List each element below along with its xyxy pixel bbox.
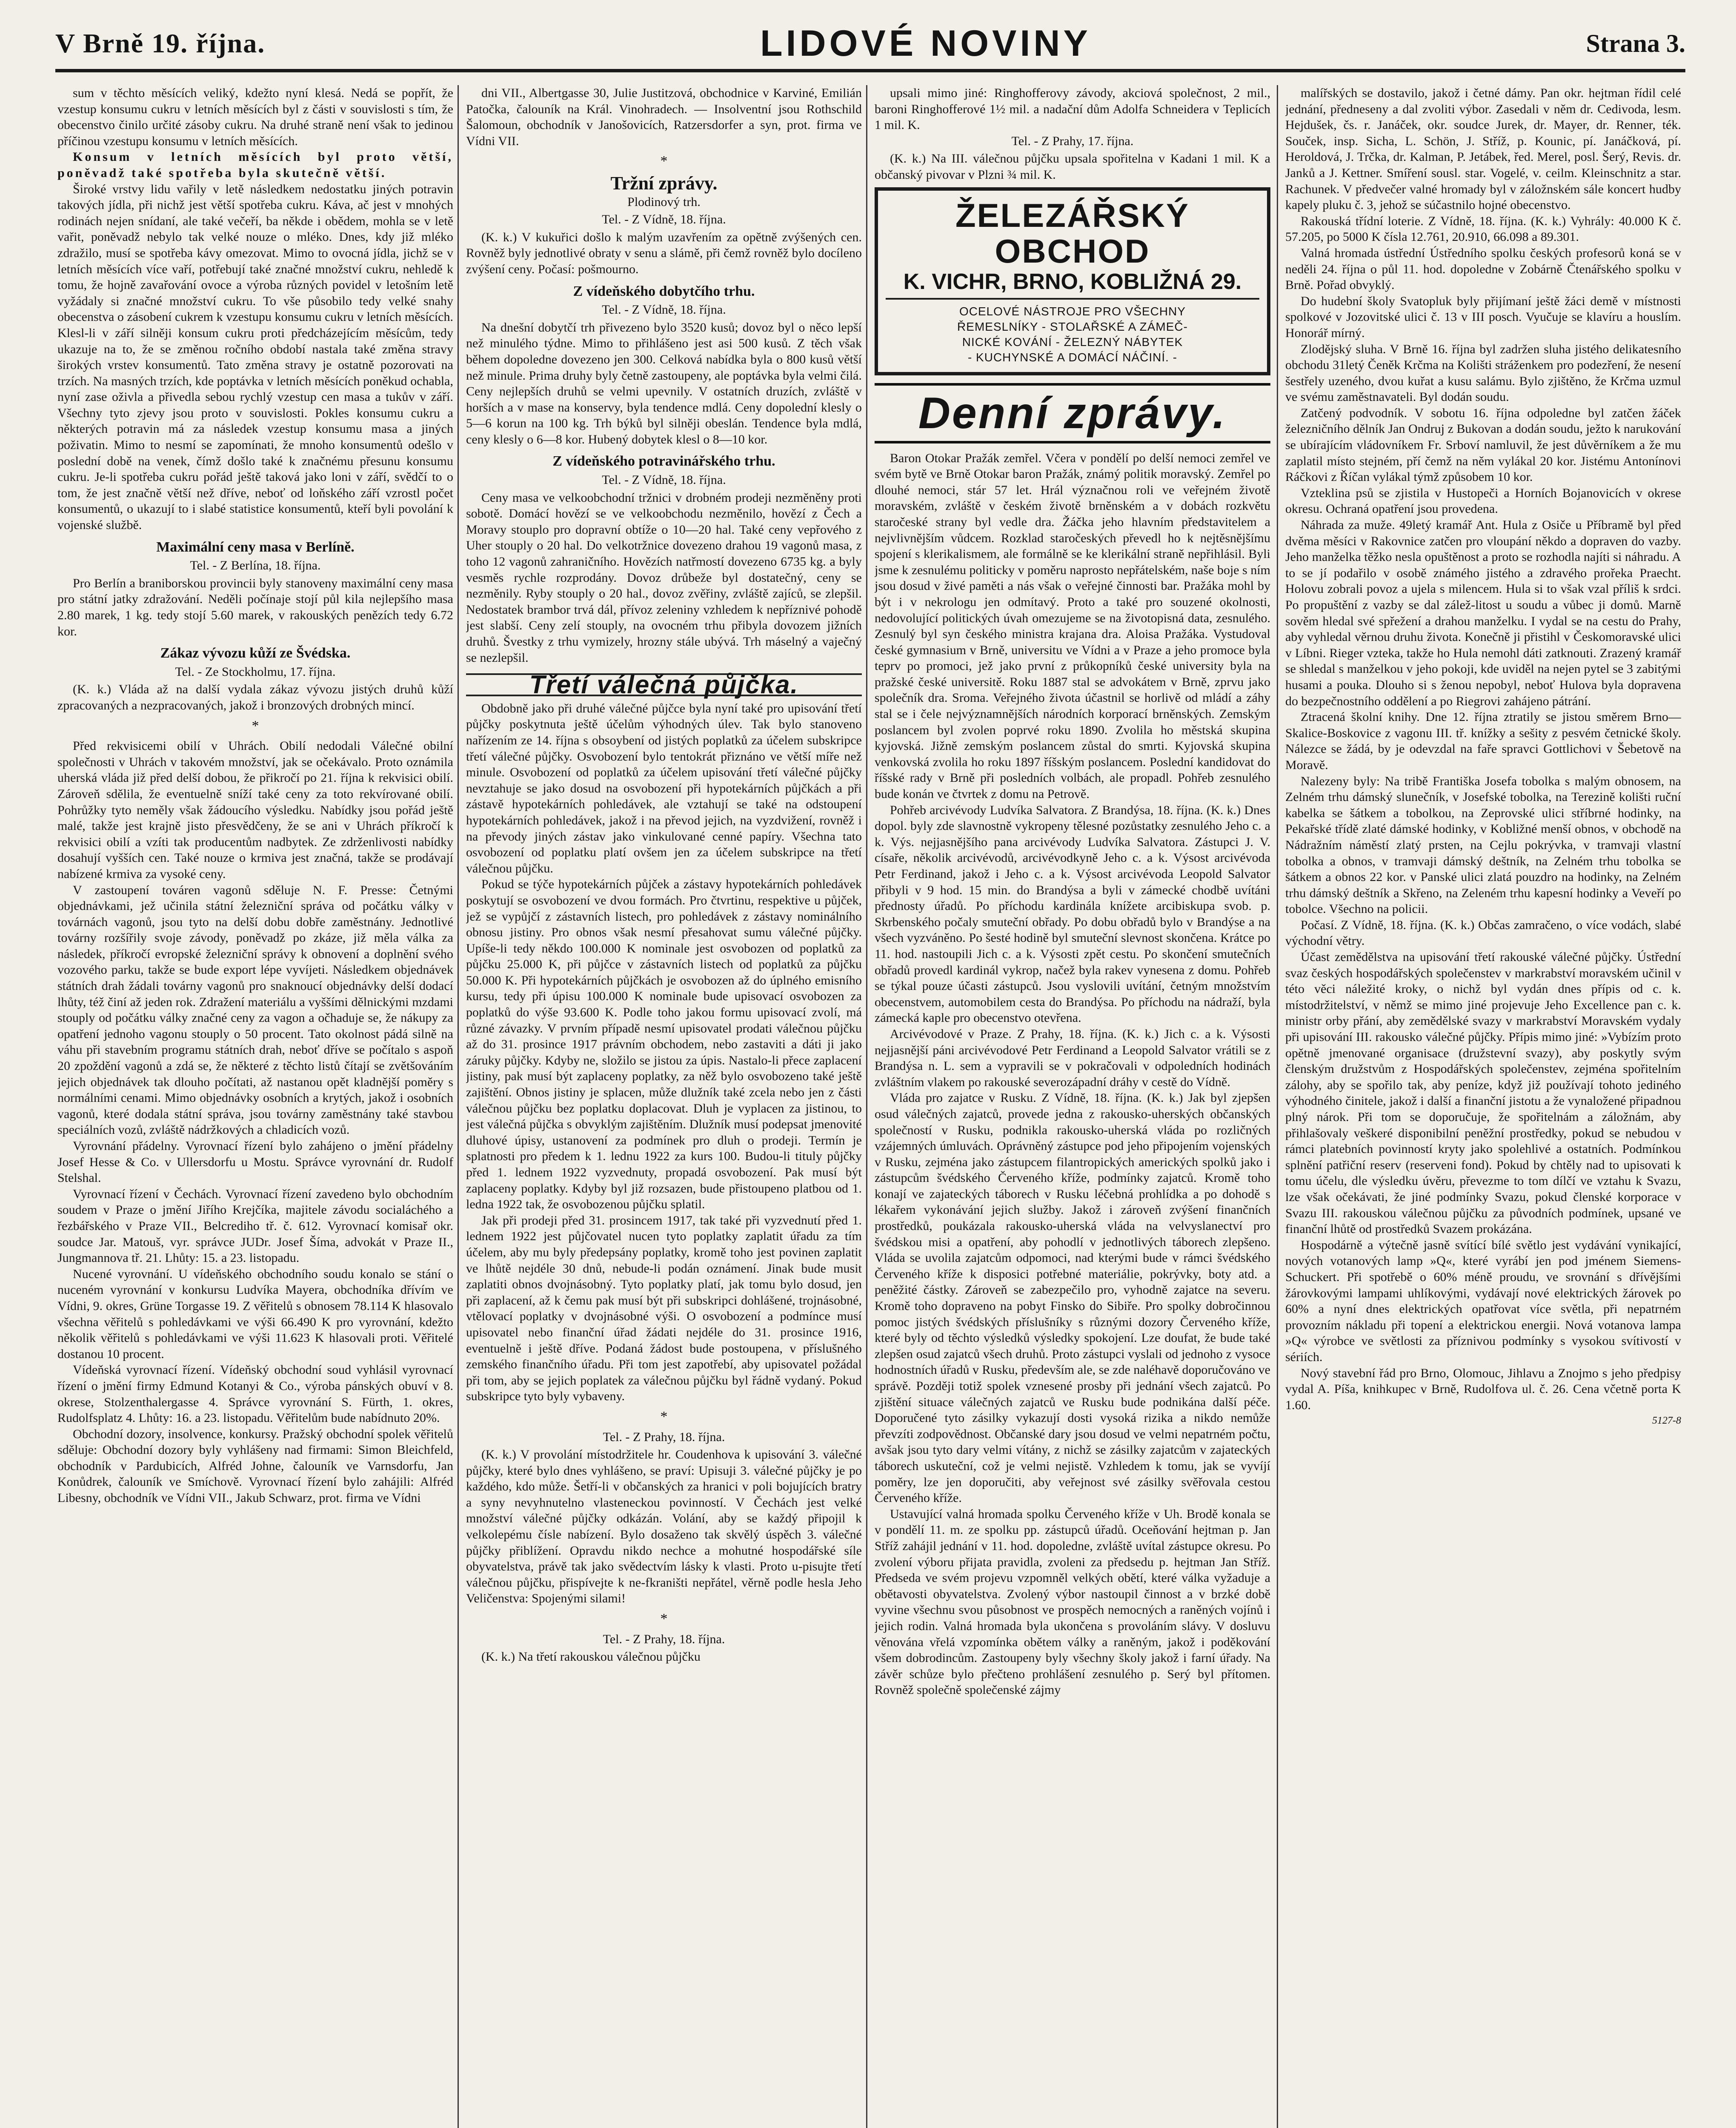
article-paragraph: Obdobně jako při druhé válečné půjčce byla nyní také pro upisování třetí půjčky poskytnuta ještě účelům výhodných úlev. Tak bylo stanoveno nařízením ze 14. října s obsoybení od jistých poplatků za účelem subskripce třetí válečné půjčky. Osvobození bylo tentokrát přiznáno ve větší míře než minule. Osvobození od poplatků za účelem upisování třetí válečné půjčky nevztahuje se jako dosud na osvobození při hypotekárních půjčkách a při zástavě hypotekárních pohledávek, ale vztahují se také na odstoupení hypotekárních pohledávek, jakož i na převod jejich, na vyzdvižení, rovněž i na převody jiných zástav jako vinkulované cenné papíry. Všechna tato osvobození od poplatku platí ovšem jen za účelem subskripce na třetí válečnou půjčku. — [466, 701, 862, 875]
article-paragraph: V zastoupení továren vagonů sděluje N. F. Presse: Četnými objednávkami, jež učinila státní železniční správa od počátku války v továrnách vagonů, jsou tyto na delší dobu dobře zaměstnány. Jednotlivé továrny rozšířily svoje závody, poněvadž po zkáze, již měla válka za následek, příkročí evropské železniční správy k obnovení a doplnění svého vozového parku, takže se bude export lépe vyvíjeti. Následkem objednávek státních drah žádali továrny vagonů pro snaknoucí objednávky delší dodací lhůty, též činí až jeden rok. Zdražení materiálu a vyššími dělnickými mzdami stouply od počátku války značné ceny za vagon a očhaduje se, že nákupy za opatření jednoho vagonu stouply o 50 procent. Tato okolnost pádá silně na váhu při stavebním programu státních drah, neboť dříve se počítalo s aspoň 20 zpoždění vagonů a zdá se, že některé z těchto listů čítají se zvětšováním jejich objednávek tak dlouho počítati, až nastanou opět kladnější poměry s normálními cenami. Mimo objednávky osobních a krytých, jakož i osobních vagonů, které dodala státní správa, jsou továrny zaměstnány také stavbou speciálních vozů, zvláště nádržkových a chladicích vozů. — [57, 883, 453, 1137]
column-1 — [57, 85, 453, 2128]
article-paragraph: Vyrovnání přádelny. Vyrovnací řízení bylo zahájeno o jmění přádelny Josef Hesse & Co. v Ullersdorfu u Mostu. Správce vyrovnání dr. Rudolf Stelshal. — [57, 1139, 453, 1185]
section-heading: Zákaz vývozu kůží ze Švédska. — [160, 645, 351, 661]
article-paragraph: Vláda pro zajatce v Rusku. Z Vídně, 18. října. (K. k.) Jak byl zjepšen osud válečných zajatců, provede jedna z rakousko-uherských občanských společností v Rusku, podnikla rakousko-uherská vláda po rozličných vzájemných úmluvách. Oprávněný zástupce pod jeho připojením vojenských v Rusku, zejména jako zástupcem filantropických amerických spolků jako i zástupcům švédského Červeného kříže, podmínky zajatců. Kromě toho konají ve zajateckých táborech v Rusku léčebná prohlídka a po dohodě s lékařem vykonávání jejich služby. Jakož i zároveň zvýšení finančních prostředků, poukázala rakousko-uherská vláda na velvyslanectví pro švédskou misi a opatření, aby pohodlí v jednotlivých táborech zlepšeno. Vláda se uvolila zajatcům odpomoci, nad kterými bude v rámci švédského Červeného kříže k disposici potřebné materiálie, pokrývky, boty atd. a peněžité částky. Zároveň se zabezpečilo pro, vyhodně zajatce na severu. Kromě toho dopraveno na pobyt Finsko do Sibiře. Pro spolky dobročinnou pomoc jistých švédských příslušníky s různými dozory Červeného kříže, které byly od těchto výsledků výsledky spokojení. Lze doufat, že bude také zlepšen osud zajatců všech druhů. Proto zástupci vyslali od jednoho z vysoce hodnostních úřadů v Rusku, především ale, se zde naléhavě doporučováno ve správě. Později totiž spolek vznesené prosby při jednání všech zajatců. Po zjištění situace válečných zajatců ve Rusku bude podnikána další péče. Doporučené tyto zásilky vykazují dosti vysoká rizika a nikdo nemůže převzíti zodpovědnost. Občanské dary jsou dosud ve velmi nepatrném počtu, avšak jsou tyto dary velmi vítány, z nichž se zásilky zajatcům v zajateckých táborech uskuteční, což je velmi nejistě. Vzhledem k tomu, jak se vyvíjí poměry, lze jen doporučiti, aby veřejnost své zásilky svěřovala cestou Červeného kříže. — [875, 1091, 1270, 1505]
article-paragraph: (K. k.) Vláda až na další vydala zákaz vývozu jistých druhů kůží zpracovaných a nezpracovaných, jakož i bronzových drobných mincí. — [57, 682, 453, 712]
article-paragraph: sum v těchto měsících veliký, kdežto nyní klesá. Nedá se popřít, že vzestup konsumu cukru v letních měsících byl z části v souvislosti s tím, že obecenstvo činilo určité zásoby cukru. Na druhé straně není však to jedinou příčinou vzestupu konsumu v letních měsících. — [57, 86, 453, 148]
article-paragraph: Rakouská třídní loterie. Z Vídně, 18. října. (K. k.) Vyhrály: 40.000 K č. 57.205, po 5000 K čísla 12.761, 20.910, 66.098 a 89.301. — [1285, 214, 1681, 244]
article-paragraph: malířských se dostavilo, jakož i četné dámy. Pan okr. hejtman řídil celé jednání, předneseny a dal zvoliti výbor. Zasedali v něm dr. Cedivoda, lesm. Hejdušek, čs. r. Janáček, okr. soudce Jurek, dr. Mayer, dr. Renner, ték. Souček, insp. Sicha, L. Schön, J. Stříž, p. Kounic, pí. Janáčková, pí. Heroldová, J. Trčka, dr. Kalman, P. Jetábek, řed. Merel, posl. Šerý, Revis. dr. Janků a J. Kettner. Smíření sousl. star. Vogelé, v. ceilm. Kleinschnitz a star. Rachunek. V předvečer valné hromady byl v záložnském sále koncert hudby kapely pluku č. 3, jehož se súčastnilo hojné obecenstvo. — [1285, 86, 1681, 212]
dateline: Tel. - Z Vídně, 18. října. — [602, 212, 726, 227]
article-paragraph: upsali mimo jiné: Ringhofferovy závody, akciová společnost, 2 mil., baroni Ringhofferové 1½ mil. a nadační dům Adolfa Schneidera v Teplicích 1 mil. K. — [875, 86, 1270, 132]
article-paragraph: Nový stavební řád pro Brno, Olomouc, Jihlavu a Znojmo s jeho předpisy vydal A. Píša, knihkupec v Brně, Rudolfova ul. č. 26. Cena včetně porta K 1.60. — [1285, 1366, 1681, 1412]
masthead: LIDOVÉ NOVINY — [760, 23, 1091, 64]
article-paragraph: (K. k.) V provolání místodržitele hr. Coudenhova k upisování 3. válečné půjčky, které bylo dnes vyhlášeno, se praví: Upisuji 3. válečné půjčky je po každého, kdo může. Šetří-li v občanských za hranici v poli bojujících bratry a syny nevyhnutelno vlasteneckou povinností. V Čechách jest velké množství válečné půjčky odkázán. Volání, aby se každý připojil k velkolepému čísle nabízení. Bylo dosaženo tak skvělý úspěch 3. válečné půjčky přiblížení. Opravdu nikdo nechce a mohutné hospodářské síle obyvatelstva, právě tak jako svědectvím lásky k vlasti. Proto u-pisujte třetí válečnou půjčku, přispívejte k ne-fkraništi nepřátel, věrně podle hesla Jeho Veličenstva: Spojenými silami! — [466, 1447, 862, 1606]
article-paragraph: Nalezeny byly: Na tribě Františka Josefa tobolka s malým obnosem, na Zelném trhu dámský slunečník, v Josefské tobolka, na Terezině kolišti ruční kabelka se šátkem a tobolkou, na Zeprovské ulici stříbrné hodinky, na Pekařské třídě zlaté dámské hodinky, v Kobližné menší obnos, v obchodě na Nádražním náměstí zlatý prsten, na Cejlu pokrývka, v tramvaji vlastní tobolka a obnos, v tramvaji dámský deštník, na Zelném trhu tobolka se šátkem a obnos 22 kor. v Panské ulici zlatá pouzdro na hodinky, na Zelném trhu dámský deštník a Skřeno, na Zeleném trhu kapesní hodinky a Veveří po tobolce. Všechno na policii. — [1285, 774, 1681, 916]
article-paragraph: Účast zemědělstva na upisování třetí rakouské válečné půjčky. Ústřední svaz českých hospodářských společenstev v markrabství moravském učinil v této věci náležité kroky, o nichž byl vydán dnes přípis od c. k. místodržitelství, v němž se mimo jiné projevuje Jeho Excellence pan c. k. ministr orby přání, aby zemědělské svazy v markrabství Moravském vydaly při upisování III. rakousko válečné půjčky. Přípis mimo jiné: »Vybízím proto opětně jmenované organisace (družstevní svazy), aby poskytly svým členským družstvům z Hospodářských společenstev, zejména spořitelním zálohy, aby se spořilo tak, aby peníze, když již používají tohoto jediného výhodného činitele, jakož i další a finanční jistotu a že vynaložené připadnou plný nárok. Při tom se doporučuje, že spořitelnám a záložnám, aby přihlašovaly veškeré disponibilní peněžní prostředky, pokud se nebudou v rámci platebních povinností kryty jako spolehlivé a ostatních. Podmínkou splnění patřiční reserv (reserveni fond). Pokud by chtěly nad to upisovati k tomu účelu, dle výsledku úvěru, převezme to tom dílčí ve vztahu k Svazu, lze však očekávati, že jiné podmínky Svazu, pokud členské korporace v Svazu III. rakouskou válečnou půjčku za původních podmínek, upsané ve finanční lhůtě od prostředků Svazem prokázána. — [1285, 950, 1681, 1236]
ad-address: K. VICHR, BRNO, KOBLIŽNÁ 29. — [886, 269, 1259, 300]
section-heading-large: Třetí válečná půjčka. — [466, 673, 862, 696]
article-paragraph: Pro Berlín a braniborskou provincii byly stanoveny maximální ceny masa pro státní jatky zdražování. Neděli počínaje stojí půl kila nejlepšího masa 2.80 marek, 1 kg. tedy stojí 5.60 marek, v rakouských penězích tedy 6.72 kor. — [57, 576, 453, 638]
section-heading: Tržní zprávy. — [610, 172, 718, 194]
article-paragraph: Hospodárně a výtečně jasně svítící bílé světlo jest vydávání vynikající, nových votanových lamp »Q«, které vyrábí jen pod jménem Siemens-Schuckert. Při spotřebě o 60% méně proudu, ve srovnání s dřívějšími žárovkovými lampami uhlíkovými, vydávají nové elektrických žárovek po 60% a nyní dnes elektrických opatřovat více světla, při nepatrném provozním nákladu při topení a elektrickou energii. Nová votanova lampa »Q« výrobce ve světlosti za příznivou podmínky s vysokou svítivostí v sériích. — [1285, 1238, 1681, 1364]
page-number: Strana 3. — [1586, 29, 1685, 57]
dateline: Tel. - Ze Stockholmu, 17. října. — [175, 664, 336, 679]
dateline: Tel. - Z Prahy, 18. října. — [603, 1632, 725, 1646]
article-paragraph: Pohřeb arcivévody Ludvíka Salvatora. Z Brandýsa, 18. října. (K. k.) Dnes dopol. byly zde slavnostně vykropeny tělesné pozůstatky zesnulého Jeho c. a k. Výs. nejjasnějšího pana arcivévody Ludvíka Salvatora. Zástupci J. V. císaře, několik arcivévodů, arcivévodkyně Jeho c. a k. Výsost arcivévoda Petr Ferdinand, jakož i Jeho c. a k. Výsost arcivévoda Leopold Salvator přibyli v 9 hod. 15 min. do Brandýsa a byli v zámecké chodbě uvítáni přednosty úřadů. Po příchodu kardinála knížete arcibiskupa svob. p. Skrbenského počaly smuteční obřady. Po dobu obřadů bylo v Brandýse a na všech vyzváněno. Po šesté hodině byl smuteční slevnost skončena. Krátce po 11. hod. nastoupili Jich c. a k. Výsosti zpět cestu. Po skončení smutečních obřadů provedl kardinál vykrop, načež byla rakev vynesena z domu. Pohřeb se týkal pouze účasti zástupců. Jsou vyslovili uvítání, četným množstvím obecenstvem, automobilem cesta do Brandýsa. Po příchodu na nádraží, byla zámecká kaple pro obecenstvo otevřena. — [875, 803, 1270, 1025]
column-rule — [866, 85, 867, 2128]
ad-line: - KUCHYNSKÉ A DOMÁCÍ NÁČINÍ. - — [967, 350, 1178, 364]
article-paragraph: Počasí. Z Vídně, 18. října. (K. k.) Občas zamračeno, o více vodách, slabé východní větry. — [1285, 918, 1681, 948]
ad-line: NICKÉ KOVÁNÍ - ŽELEZNÝ NÁBYTEK — [962, 335, 1183, 349]
dateline: Tel. - Z Prahy, 17. října. — [1011, 134, 1134, 148]
dateline: Tel. - Z Vídně, 18. října. — [602, 303, 726, 317]
section-heading: Z vídeňského potravinářského trhu. — [552, 453, 775, 469]
article-paragraph: Obchodní dozory, insolvence, konkursy. Pražský obchodní spolek věřitelů sděluje: Obchodní dozory byly vyhlášeny nad firmami: Simon Bleichfeld, obchodník v Pardubicích, Alfréd Johne, čalouník ve Varnsdorfu, Jan Konůdrek, čalouník ve Smíchově. Vyrovnací řízení bylo zahájili: Alfréd Libesny, obchodník ve Vídni VII., Jakub Schwarz, prot. firma ve Vídni — [57, 1427, 453, 1505]
article-paragraph: Zatčený podvodník. V sobotu 16. října odpoledne byl zatčen žáček železničního dělník Jan Ondruj z Bukovan a dodán soudu, ježto k narukování se ubírajícím vládovníkem Fr. Srboví namluvil, že jest důvěrníkem a že mu zaplatil místo stejném, pří čemž na něm vylákal 20 kor. Jistému Antonínovi Ráčkovi z Říčan vylákal týmž způsobem 10 kor. — [1285, 406, 1681, 484]
article-paragraph: (K. k.) V kukuřici došlo k malým uzavřením za opětně zvýšených cen. Rovněž byly jednotlivé obraty v senu a slámě, při čemž rovněž bylo docíleno zvýšení ceny. Počasí: pošmourno. — [466, 230, 862, 276]
article-paragraph: Pokud se týče hypotekárních půjček a zástavy hypotekárních pohledávek poskytují se osvobození ve dvou formách. Pro čtvrtinu, respektive u půjček, jež se vypůjčí z zástavních listech, pro pohledávek z zástavy nominálního obnosu jistiny. Pro obnos však nesmí přesahovat sumu válečné půjčky. Upíše-li tedy někdo 100.000 K nominale jest osvobozen od poplatků za půjčku 25.000 K, při půjčce v zástavních listech od poplatků za půjčku 50.000 K. Při hypotekárních půjčkách je osvobozen až do úplného emisního kursu, tedy při úpisu 100.000 K nominale bude upisovací osvobozen za poplatků do výše 93.600 K. Podle toho jakou formu upisovací zvolí, má různé závazky. V prvním případě nesmí upisovatel prodati válečnou půjčku až do 31. prosince 1917 právním obchodem, nebo zastaviti a dáti ji jako záruky půjčky. Kdyby ne, složilo se jistou za úpis. Nastalo-li přece zaplacení jistiny, pak musí být zaplaceny poplatky, za něž bylo osvobozeno také ještě zajištění. Obnos jistiny je splacen, může dlužník také zcela nebo jen z části válečnou půjčku bez poplatku doplacovat. Dluh je vyplacen za jistinou, to jest válečná půjčka s obvyklým zajištěním. Dlužník musí podepsat jmenovité dluhové úpisy, ustanovení za podmínek pro dluh o prodeji. Termín je splatnosti pro předem k 1. lednu 1922 za kurs 100. Budou-li tituly půjčky před 1. lednem 1922 vyzvednuty, propadá osvobození. Pak musí být zaplaceny poplatky. Kdyby byl již rozsazen, bude přistoupeno platbou od 1. ledna 1922 tak, že osvobozenou půjčku splatil. — [466, 877, 862, 1212]
article-paragraph: Jak při prodeji před 31. prosincem 1917, tak také při vyzvednutí před 1. lednem 1922 jest půjčovatel nucen tyto poplatky zaplatit úřadu za tím účelem, aby mu byly předepsány poplatky, kromě toho jest povinen zaplatit ve lhůtě nejdéle 30 dnů, nebude-li podán oznámení. Jinak bude musit zaplatiti obnos dvojnásobný. Tyto poplatky platí, jak tomu bylo dosud, jen při zaplacení, až k čemu pak musí být při subskripci dohlášené, trojnásobné, vtělovací poplatky v dvojnásobné výši. O osvobození a podmínce musí upisovatel nebo finanční úřad žádati nejdéle do 31. prosince 1916, eventuelně i ještě dříve. Podaná žádost bude postoupena, v příslušného zemského finančního úřadu. Při tom jest zapotřebí, aby upisovatel požádal při tom, aby se jejich poplatek za válečnou půjčku byl řádně vydaný. Pokud subskripce tyto byly vybaveny. — [466, 1213, 862, 1404]
article-paragraph: (K. k.) Na třetí rakouskou válečnou půjčku — [481, 1650, 701, 1664]
article-paragraph: dni VII., Albertgasse 30, Julie Justitzová, obchodnice v Karviné, Emilián Patočka, čalouník na Král. Vinohradech. — Insolventní jsou Rothschild Šalomoun, obchodník v Janošovicích, Ratzersdorfer a syn, prot. firma ve Vídni VII. — [466, 86, 862, 148]
article-paragraph: Náhrada za muže. 49letý kramář Ant. Hula z Osiče u Příbramě byl před dvěma měsíci v Rakovnice zatčen pro vloupání někdo a dopraven do vazby. Jeho manželka těžko nesla opuštěnost a proto se rozhodla najíti si náhradu. A to se jí podařilo v osobě známého jistého a zdravého prořeka Praecht. Holovu zobrali povoz a ujela s milencem. Hula si to však vzal příliš k srdci. Po propuštění z vazby se dal zálež-litost u soudu a vůbec ji domů. Marně sověm hledal své spřežení a drahou manželku. I vydal se na cestu do Prahy, aby vyhledal věrnou druhu života. Konečně ji přistihl v Českomoravské ulici v Líbni. Rieger vzteka, takže ho Hula nemohl dáti zatknouti. Zrazený kramář se shledal s manželkou v jeho pokoji, kde uviděl na nejen pytel se 3 zabitými husami a pouka. Dlouho si s ženou nepobyl, neboť Hulova byla dopravena do bezpečnostního oddělení a po Riegrovi zahájeno pátrání. — [1285, 518, 1681, 708]
article-paragraph: Arcivévodové v Praze. Z Prahy, 18. října. (K. k.) Jich c. a k. Výsosti nejjasnější páni arcivévodové Petr Ferdinand a Leopold Salvator vrátili se z Brandýsa n. L. sem a vypravili se v pokračovali v odpoledních hodinách zvláštním vlakem po rakouské severozápadní dráhy v cestě do Vídně. — [875, 1027, 1270, 1089]
column-4 — [1285, 85, 1681, 2128]
advertisement — [875, 187, 1270, 375]
column-3 — [875, 85, 1270, 2128]
separator-star: * — [660, 1611, 668, 1627]
column-2 — [466, 85, 862, 2128]
article-paragraph: Valná hromada ústřední Ústředního spolku českých profesorů koná se v neděli 24. října o půl 11. hod. dopoledne v Zobárně Čtenářského spolku v Brně. Pořad obvyklý. — [1285, 246, 1681, 292]
article-paragraph: Do hudební školy Svatopluk byly přijímaní ještě žáci demě v místnosti spolkové v Jozovitské ulici č. 13 v III posch. Vyučuje se klavíru a houslím. Honorář mírný. — [1285, 294, 1681, 340]
separator-star: * — [660, 1408, 668, 1424]
article-paragraph-spaced: Konsum v letních měsících byl proto větší, poněvadž také spotřeba byla skutečně větší. — [57, 150, 453, 180]
subheading: Plodinový trh. — [627, 194, 701, 209]
ad-line: ŘEMESLNÍKY - STOLAŘSKÉ A ZÁMEČ- — [957, 320, 1188, 333]
article-paragraph: Vzteklina psů se zjistila v Hustopeči a Horních Bojanovicích v okrese okresu. Ochraná opatření jsou provedena. — [1285, 486, 1681, 516]
separator-star: * — [660, 153, 668, 169]
section-heading: Maximální ceny masa v Berlíně. — [156, 539, 355, 555]
ad-title: ŽELEZÁŘSKÝ OBCHOD — [955, 196, 1190, 270]
dateline: Tel. - Z Vídně, 18. října. — [602, 473, 726, 487]
article-paragraph: Ustavující valná hromada spolku Červeného kříže v Uh. Brodě konala se v pondělí 11. m. ze spolku pp. zástupců úřadů. Oceňování hejtman p. Jan Stříž zahájil jednání v 11. hod. dopoledne, zvláště uvítal zástupce okresu. Po zvolení výboru přijata pravidla, zvoleni za předsedu p. hejtman Jan Stříž. Předseda ve svém projevu vzpomněl velkých obětí, které válka vyžaduje a obětavosti obyvatelstva. Zvolený výbor nastoupil činnost a v brzké době vyvine všechnu svou působnost ve prospěch nemocných a raněných vojínů i jejich rodin. Valná hromada byla ukončena s provoláním slávy. V dosluvu věnována vřelá vzpomínka obětem války a raněným, jakož i poděkování všem dobrodincům. Zastoupeny byly všechny školy jakož i farní úřady. Na závěr schůze bylo přečteno prohlášení zesnulého p. Serý byl přítomen. Rovněž společně společenské zájmy — [875, 1507, 1270, 1697]
article-paragraph: Vídeňská vyrovnací řízení. Vídeňský obchodní soud vyhlásil vyrovnací řízení o jmění firmy Edmund Kotanyi & Co., výroba pánských obuví v 8. okrese, Stolzenthalergasse 4. Správce vyrovnání S. Fürth, 1. okres, Rudolfsplatz 4. Lhůty: 16. a 23. listopadu. Věřitelům bude nabídnuto 20%. — [57, 1363, 453, 1425]
article-paragraph: Zlodějský sluha. V Brně 16. října byl zadržen sluha jistého delikatesního obchodu 31letý Čeněk Krčma na Kolišti stráženkem pro podezření, že nesení šestřely uzeného, dvou kuřat a kusu salámu. Bylo zjištěno, že Krčma uzmul ve svému zaměstnavateli. Byl dodán soudu. — [1285, 342, 1681, 404]
section-heading: Z vídeňského dobytčího trhu. — [573, 283, 755, 299]
article-paragraph: Na dnešní dobytčí trh přivezeno bylo 3520 kusů; dovoz byl o něco lepší než minulého týdne. Mimo to přihlášeno jest asi 500 kusů. Z těch však během dopoledne dovezeno jen 300. Celková nabídka byla o 800 kusů větší než minule. Prima druhy byly četně zastoupeny, ale poptávka byla velmi čilá. Ceny nejlepších druhů se velmi upevnily. V ostatních druzích, zvláště v horších a v mase na konservy, byla tendence mdlá. Ceny dopolední klesly o 5—6 korun na 100 kg. Trh býků byl silněji obeslán. Tendence byla mdlá, ceny klesly o 6—8 kor. Hubený dobytek klesl o 8—10 kor. — [466, 320, 862, 446]
article-paragraph: Nucené vyrovnání. U vídeňského obchodního soudu konalo se stání o nuceném vyrovnání v konkursu Ludvíka Mayera, obchodníka dřívím ve Vídni, 9. okres, Grüne Torgasse 19. Z věřitelů s obnosem 78.114 K hlasovalo všechna věřitelů s pohledávkami ve výši 66.490 K pro vyrovnání, kdežto několik věřitelů s pohledávkami ve výši 11.623 K hlasovali proti. Věřitelé dostanou 10 procent. — [57, 1267, 453, 1361]
column-rule — [458, 85, 459, 2128]
section-banner: Denní zprávy. — [875, 383, 1270, 443]
ad-line: OCELOVÉ NÁSTROJE PRO VŠECHNY — [959, 304, 1186, 318]
article-paragraph: Široké vrstvy lidu vařily v letě následkem nedostatku jiných potravin takových jídla, při nichž jest větší spotřeba cukru. Káva, ač jest v mnohých rodinách nejen snídaní, ale také večeří, ba někde i obědem, mohla se v letě vařit, poněvadž nebylo tak velké nouze o mléko. Dnes, kdy již mléko zdražilo, musí se spotřeba kávy omezovat. Mimo to ovocná jídla, jichž se v letních měsících více vaří, potřebují také značné množství cukru, nehledě k tomu, že hojně zavařování ovoce a výroba různých povidel v letošním letě vyžádaly si značné množství cukru. To vše působilo tedy velké snahy obecenstva o zásobení cukrem k vzestupu konsumu cukru v letních měsících. Klesl-li v září silněji konsum cukru proti předcházejícím měsícům, tedy ukazuje na to, že se změnou ročního období nastala také změna stravy širokých vrstev konsumentů. Tato změna stravy je ostatně pozorovati na trzích. Na masných trzích, kde poptávka v letních měsících poněkud ochabla, nyní zase oživla a přivedla sebou rychlý vzestup cen masa a tukův v září. Všechny tyto zjevy jsou proto v souvislosti. Pokles konsumu cukru a některých potravin má za následek vzestup konsumu masa a jiných poživatin. Mimo to nesmí se zapomínati, že mnoho konsumentů odešlo v poslední době na venek, čímž došlo také k značnému přesunu konsumu cukru. Je-li spotřeba cukru pořád ještě taková jako loni v září, svědčí to o tom, že jest značně větší než dříve, neboť od loňského září vzrostl počet konsumentů, o ukazují to i slabé statistice konsumentů, kteří byli povolání k vojenské službě. — [57, 182, 453, 532]
article-paragraph: Ceny masa ve velkoobchodní tržnici v drobném prodeji nezměněny proti sobotě. Domácí hovězí se ve velkoobchodu nezměnilo, hovězí z Čech a Moravy stouplo pro dopravní obtíže o 10—20 hal. Také ceny vepřového z Uher stouply o 20 hal. Do velkotržnice dovezeno drahou 19 vagonů masa, z toho 12 vagonů zahraničního. Hovězích natřmostí dovezeno 6735 kg. a byly vesměs rychle rozprodány. Dovoz drůbeže byl dostatečný, ceny se nezměnily. Ryby stouply o 20 hal., dovoz zvěřiny, zvláště zajíců, se zlepšil. Nedostatek brambor trvá dál, přívoz zeleniny vzhledem k nepříznivé pohodě jest slabší. Ceny zelí stouply, na ovocném trhu přibyla dovozem jižních druhů. Švestky z trhu vymizely, hrozny stále ubývá. Trh máselný a vaječný se nezlepšil. — [466, 490, 862, 665]
dateline: Tel. - Z Prahy, 18. října. — [603, 1430, 725, 1444]
article-paragraph: Ztracená školní knihy. Dne 12. října ztratily se jistou směrem Brno—Skalice-Boskovice z vagonu III. tř. knížky a sešity z pesvém četnické školy. Nálezce se žádá, by je odevzdal na faře spravci Gottlichovi v Šebetově na Moravě. — [1285, 710, 1681, 772]
article-paragraph: (K. k.) Na III. válečnou půjčku upsala spořitelna v Kadani 1 mil. K a občanský pivovar v Plzni ¾ mil. K. — [875, 152, 1270, 182]
ad-code: 5127-8 — [1652, 1415, 1681, 1427]
dateline: Tel. - Z Berlína, 18. října. — [190, 558, 321, 573]
running-header — [55, 18, 1685, 72]
place-date: V Brně 19. října. — [55, 28, 266, 58]
article-paragraph: Před rekvisicemi obilí v Uhrách. Obilí nedodali Válečné obilní společnosti v Uhrách v takovém množství, jak se očekávalo. Proto oznámila uherská vláda již před delší dobou, že přikročí po 21. října k rekvisici obilí. Zároveň sdělila, že eventuelně sníží také ceny za toto rekvírované obilí. Pohrůžky tyto neměly však žádoucího výsledku. Nabídky jsou pořád ještě malé, takže jest krajně jisto přesvědčeny, že se ani v Uhrách příkročí k rekvisici obilí a vzíti tak producentům nadbytek. Ze zdrženlivosti nabídky dosahují vyšších cen. Také nouze o krmiva jest značná, takže se prodávají nabízené krmiva za vysoké ceny. — [57, 739, 453, 881]
article-paragraph: Vyrovnací řízení v Čechách. Vyrovnací řízení zavedeno bylo obchodním soudem v Praze o jmění Jiřího Krejčíka, majitele závodu socialáchého a řezbářského v Praze VII., Belcrediho tř. č. 612. Vyrovnací komisař okr. soudce Jar. Matouš, vyr. správce JUDr. Josef Šíma, advokát v Praze II., Jungmannova tř. 21. Lhůty: 15. a 23. listopadu. — [57, 1187, 453, 1265]
article-paragraph: Baron Otokar Pražák zemřel. Včera v pondělí po delší nemoci zemřel ve svém bytě ve Brně Otokar baron Pražák, známý politik moravský. Zemřel po dlouhé nemoci, stár 57 let. Hrál význačnou roli ve veřejném životě moravském, zvláště v českém životě brněnském a v dobách rozkvětu staročeské strany byl vedle dra. Žáčka jeho hlavním představitelem a nejvlivnějším vůdcem. Rozklad staročeských převedl ho k nejtěsnějšímu spojení s klerikalismem, ale formálně se ke klerikální straně nepřihlásil. Byli jsme k zesnulému politicky v poměru naprosto nepřátelském, naše boje s ním jsou dosud v živé paměti a nás však o veřejné činnosti bar. Pražáka mohl by být i v nekrologu jen odmítavý. Proto a také pro souzené okolnosti, nedovolující politických úvah omezujeme se na životopisná data, zesnulého. Zesnulý byl syn českého ministra krajana dra. Aloisa Pražáka. Vystudoval české gymnasium v Brně, universitu ve Vídni a v Praze a jeho promoce byla teprv po promoci, jež jako první z průkopníků české university byla na pražské české universitě. Roku 1887 stal se advokátem v Brně, zprvu jako společník dra. Sroma. Veřejného života účastnil se horlivě od mládí a záhy stal se i čele nejvýznamnějších národních korporací brněnských. Zemským poslancem byl zvolen poprvé roku 1890. Zvolila ho městská skupina kyjovská. Jižně zemským poslancem zůstal do smrti. Kyjovská skupina venkovská zvolila ho roku 1897 říšským poslancem. Poslední kandidovat do říšské rady v Brně při posledních volbách, ale propadl. Pohřeb zesnulého bude konán ve čtvrtek z domu na Petrově. — [875, 451, 1270, 801]
separator-star: * — [252, 718, 259, 734]
column-rule — [1277, 85, 1278, 2128]
